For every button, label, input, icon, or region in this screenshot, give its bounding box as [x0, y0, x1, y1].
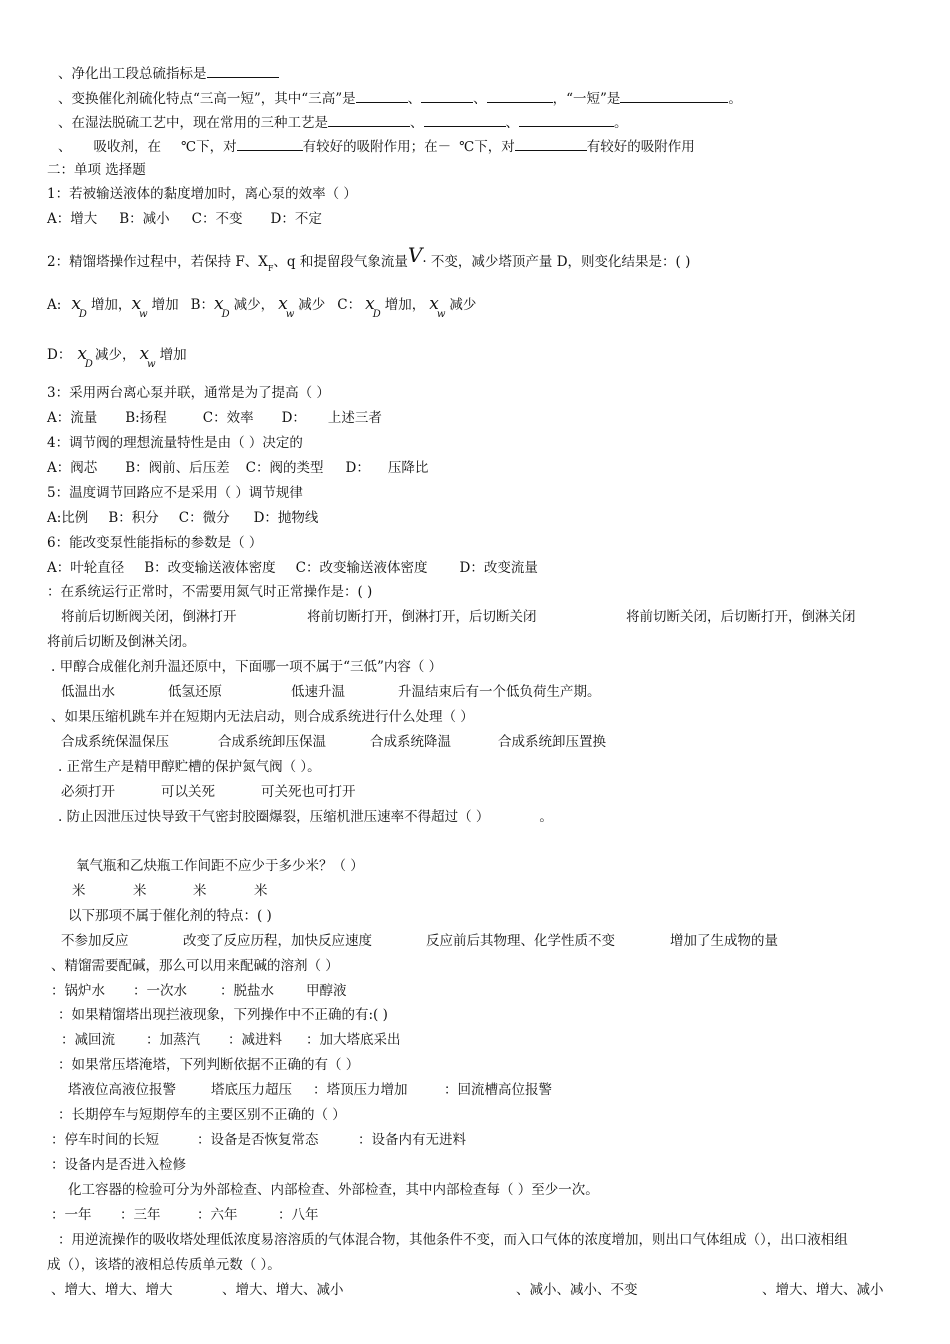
fill-q2 — [58, 88, 742, 108]
separator: 、 — [505, 115, 519, 131]
q14-option-3: ：脱盐水 — [220, 983, 274, 999]
q4-stem: 4：调节阀的理想流量特性是由（ ）决定的 — [47, 435, 303, 451]
symbol-x: x — [131, 294, 142, 314]
option: B：减小 — [119, 211, 170, 227]
fill-blank — [207, 63, 279, 78]
fill-blank — [487, 88, 553, 103]
q17-stem: ：长期停车与短期停车的主要区别不正确的（ ） — [58, 1107, 346, 1123]
q3-options — [47, 409, 382, 427]
symbol-x: x — [429, 294, 439, 314]
option: D： — [281, 410, 306, 426]
q15-option-1: ：减回流 — [61, 1032, 115, 1048]
separator: 、 — [407, 91, 422, 107]
option: D：改变流量 — [459, 560, 538, 576]
q9-option-4: 合成系统卸压置换 — [498, 734, 606, 750]
q7-option-2: 将前切断打开，倒淋打开，后切断关闭 — [307, 609, 537, 625]
fill-q4-c: ℃下，对 — [181, 139, 237, 155]
q15-option-4: ：加大塔底采出 — [306, 1032, 401, 1048]
fill-q1 — [58, 63, 279, 83]
symbol-v: V — [407, 243, 423, 267]
fill-blank — [237, 136, 303, 151]
fill-blank — [421, 88, 473, 103]
fill-q4-f: 有较好的吸附作用 — [586, 139, 695, 155]
symbol-x: x — [139, 344, 150, 364]
period: 。 — [728, 91, 742, 107]
option: D：抛物线 — [253, 510, 319, 526]
q15-option-3: ：减进料 — [228, 1032, 282, 1048]
option: C：效率 — [202, 410, 254, 426]
q19-option-4: 、增大、增大、减小 — [762, 1282, 884, 1298]
option-text: 增加， — [90, 297, 132, 313]
fill-q4-d: 有较好的吸附作用；在－ — [302, 139, 452, 155]
subscript: F — [267, 264, 274, 273]
option-label: C： — [337, 297, 362, 313]
fill-blank — [424, 112, 506, 127]
subscript: D — [84, 359, 93, 370]
q9-stem: 、如果压缩机跳车并在短期内无法启动，则合成系统进行什么处理（ ） — [51, 709, 474, 725]
q11-stem — [58, 808, 553, 826]
option: A：流量 — [47, 410, 98, 426]
section-heading: 二：单项 选择题 — [47, 162, 146, 178]
q19-stem-line2: 成（），该塔的液相总传质单元数（ ）。 — [47, 1257, 281, 1273]
q2-options-row2 — [47, 344, 187, 370]
q17-option-1: ：停车时间的长短 — [51, 1132, 159, 1148]
period: 。 — [614, 115, 628, 131]
q12-option-1: 米 — [72, 883, 86, 899]
q10-option-1: 必须打开 — [61, 784, 115, 800]
q9-option-2: 合成系统卸压保温 — [218, 734, 326, 750]
symbol-x: x — [365, 294, 375, 314]
q18-option-1: ：一年 — [51, 1207, 92, 1223]
q11-text: . 防止因泄压过快导致干气密封胶圈爆裂，压缩机泄压速率不得超过（ ） — [58, 809, 490, 825]
option: A：阀芯 — [47, 460, 98, 476]
option: B：改变输送液体密度 — [144, 560, 276, 576]
option-text: 减少 — [449, 297, 477, 313]
q8-option-4: 升温结束后有一个低负荷生产期。 — [398, 684, 601, 700]
q2-options-row1 — [47, 294, 477, 320]
option-label: A: — [47, 297, 62, 313]
option-text: 增加 — [151, 297, 179, 313]
q7-option-4: 将前后切断及倒淋关闭。 — [47, 634, 196, 650]
q18-option-3: ：六年 — [197, 1207, 238, 1223]
option-text: 减少 — [298, 297, 326, 313]
fill-blank — [328, 112, 410, 127]
option: B：阀前、后压差 — [125, 460, 230, 476]
q14-option-2: ：一次水 — [133, 983, 187, 999]
q2-stem-a: 2：精馏塔操作过程中，若保持 F、X — [47, 254, 268, 270]
q2-stem-c: 不变，减少塔顶产量 D，则变化结果是：( ) — [430, 254, 691, 270]
fill-q4-e: ℃下，对 — [459, 139, 515, 155]
q9-option-3: 合成系统降温 — [370, 734, 451, 750]
subscript: D — [372, 309, 381, 320]
symbol-x: x — [278, 294, 288, 314]
q16-option-3: ：塔顶压力增加 — [313, 1082, 408, 1098]
separator: 、 — [410, 115, 424, 131]
q19-option-2: 、增大、增大、减小 — [222, 1282, 344, 1298]
q13-stem: 以下那项不属于催化剂的特点：( ) — [68, 908, 272, 924]
option-text: 增加 — [159, 347, 187, 363]
q13-option-1: 不参加反应 — [61, 933, 129, 949]
period: 。 — [539, 809, 553, 825]
subscript: w — [147, 359, 156, 370]
q10-option-3: 可关死也可打开 — [261, 784, 356, 800]
q10-option-2: 可以关死 — [161, 784, 215, 800]
fill-q2-mid: ，“一短”是 — [552, 91, 621, 107]
fill-blank — [356, 88, 408, 103]
q8-option-2: 低氢还原 — [168, 684, 222, 700]
option: 上述三者 — [327, 410, 382, 426]
q7-stem: ：在系统运行正常时，不需要用氮气时正常操作是：( ) — [47, 584, 373, 600]
q13-option-4: 增加了生成物的量 — [670, 933, 778, 949]
q8-stem: . 甲醇合成催化剂升温还原中，下面哪一项不属于“三低”内容（ ） — [51, 659, 443, 675]
fill-q4-a: 、 — [58, 139, 72, 155]
subscript: D — [221, 309, 230, 320]
option: C：改变输送液体密度 — [295, 560, 428, 576]
q6-stem: 6：能改变泵性能指标的参数是（ ） — [47, 535, 263, 551]
q8-option-1: 低温出水 — [61, 684, 115, 700]
q12-option-2: 米 — [133, 883, 147, 899]
option: A：叶轮直径 — [47, 560, 125, 576]
option: B：积分 — [108, 510, 159, 526]
q16-option-4: ：回流槽高位报警 — [444, 1082, 552, 1098]
q5-stem: 5：温度调节回路应不是采用（ ）调节规律 — [47, 485, 303, 501]
subscript: w — [285, 309, 295, 320]
fill-q3 — [58, 112, 628, 132]
q1-options — [47, 210, 322, 228]
subscript: w — [139, 309, 148, 320]
q2-stem-b: 、q 和提留段气象流量 — [273, 254, 408, 270]
option: A:比例 — [47, 510, 89, 526]
option: D：不定 — [270, 211, 322, 227]
option: C：不变 — [191, 211, 243, 227]
q16-option-2: 塔底压力超压 — [211, 1082, 292, 1098]
q3-stem: 3：采用两台离心泵并联，通常是为了提高（ ） — [47, 385, 330, 401]
q18-stem: 化工容器的检验可分为外部检查、内部检查、外部检查，其中内部检查每（ ）至少一次。 — [68, 1182, 599, 1198]
subscript: D — [78, 309, 87, 320]
q15-option-2: ：加蒸汽 — [146, 1032, 200, 1048]
q18-option-2: ：三年 — [120, 1207, 161, 1223]
q2-stem: 2：精馏塔操作过程中，若保持 F、$X_F$、q 和提留段气象流量V· 不变，减少塔顶产量 D，则变化结果是：( ) — [47, 243, 691, 273]
option: C：微分 — [178, 510, 230, 526]
option-text: 减少， — [233, 297, 275, 313]
option: B:扬程 — [125, 410, 167, 426]
q9-option-1: 合成系统保温保压 — [61, 734, 169, 750]
q18-option-4: ：八年 — [278, 1207, 319, 1223]
fill-q2-label: 、变换催化剂硫化特点“三高一短”，其中“三高”是 — [58, 91, 356, 107]
q19-option-3: 、减小、减小、不变 — [516, 1282, 638, 1298]
q15-stem: ：如果精馏塔出现拦液现象，下列操作中不正确的有:( ) — [58, 1007, 388, 1023]
q17-option-4: ：设备内是否进入检修 — [51, 1157, 186, 1173]
option: C：阀的类型 — [245, 460, 324, 476]
subscript: w — [436, 309, 446, 320]
fill-blank — [519, 112, 614, 127]
q14-option-1: ：锅炉水 — [51, 983, 105, 999]
q4-options — [47, 459, 428, 477]
q17-option-2: ：设备是否恢复常态 — [197, 1132, 319, 1148]
option-text: 增加， — [384, 297, 426, 313]
option: 压降比 — [387, 460, 429, 476]
fill-q1-label: 、净化出工段总硫指标是 — [58, 66, 207, 82]
separator: 、 — [473, 91, 487, 107]
q14-option-4: 甲醇液 — [306, 983, 347, 999]
fill-blank — [515, 136, 587, 151]
q14-stem: 、精馏需要配碱，那么可以用来配碱的溶剂（ ） — [51, 958, 339, 974]
q12-option-3: 米 — [193, 883, 207, 899]
fill-q4-b: 吸收剂，在 — [93, 139, 161, 155]
option-label: B： — [190, 297, 215, 313]
option-label: D： — [47, 347, 72, 363]
q12-stem: 氧气瓶和乙炔瓶工作间距不应少于多少米？（ ） — [76, 858, 364, 874]
fill-blank — [620, 88, 728, 103]
q17-option-3: ：设备内有无进料 — [358, 1132, 466, 1148]
q16-option-1: 塔液位高液位报警 — [68, 1082, 176, 1098]
q1-stem: 1：若被输送液体的黏度增加时，离心泵的效率（ ） — [47, 186, 357, 202]
fill-q3-label: 、在湿法脱硫工艺中，现在常用的三种工艺是 — [58, 115, 328, 131]
q19-stem: ：用逆流操作的吸收塔处理低浓度易溶溶质的气体混合物，其他条件不变，而入口气体的浓度增加，则出口气体组成（），出口液相组 — [58, 1232, 848, 1248]
symbol-x: x — [214, 294, 224, 314]
q6-options — [47, 559, 538, 577]
q19-option-1: 、增大、增大、增大 — [51, 1282, 173, 1298]
q13-option-2: 改变了反应历程，加快反应速度 — [183, 933, 372, 949]
option: D： — [345, 460, 370, 476]
q16-stem: ：如果常压塔淹塔，下列判断依据不正确的有（ ） — [58, 1057, 360, 1073]
q8-option-3: 低速升温 — [291, 684, 345, 700]
q7-option-3: 将前切断关闭，后切断打开，倒淋关闭 — [626, 609, 856, 625]
symbol-x: x — [71, 294, 81, 314]
q10-stem: . 正常生产是精甲醇贮槽的保护氮气阀（ ）。 — [58, 759, 321, 775]
q12-option-4: 米 — [254, 883, 268, 899]
option-text: 减少， — [94, 347, 136, 363]
option: A：增大 — [47, 211, 98, 227]
q13-option-3: 反应前后其物理、化学性质不变 — [426, 933, 615, 949]
q7-option-1: 将前后切断阀关闭，倒淋打开 — [61, 609, 237, 625]
q5-options — [47, 509, 318, 527]
symbol-x: x — [77, 344, 87, 364]
fill-q4 — [58, 136, 695, 156]
